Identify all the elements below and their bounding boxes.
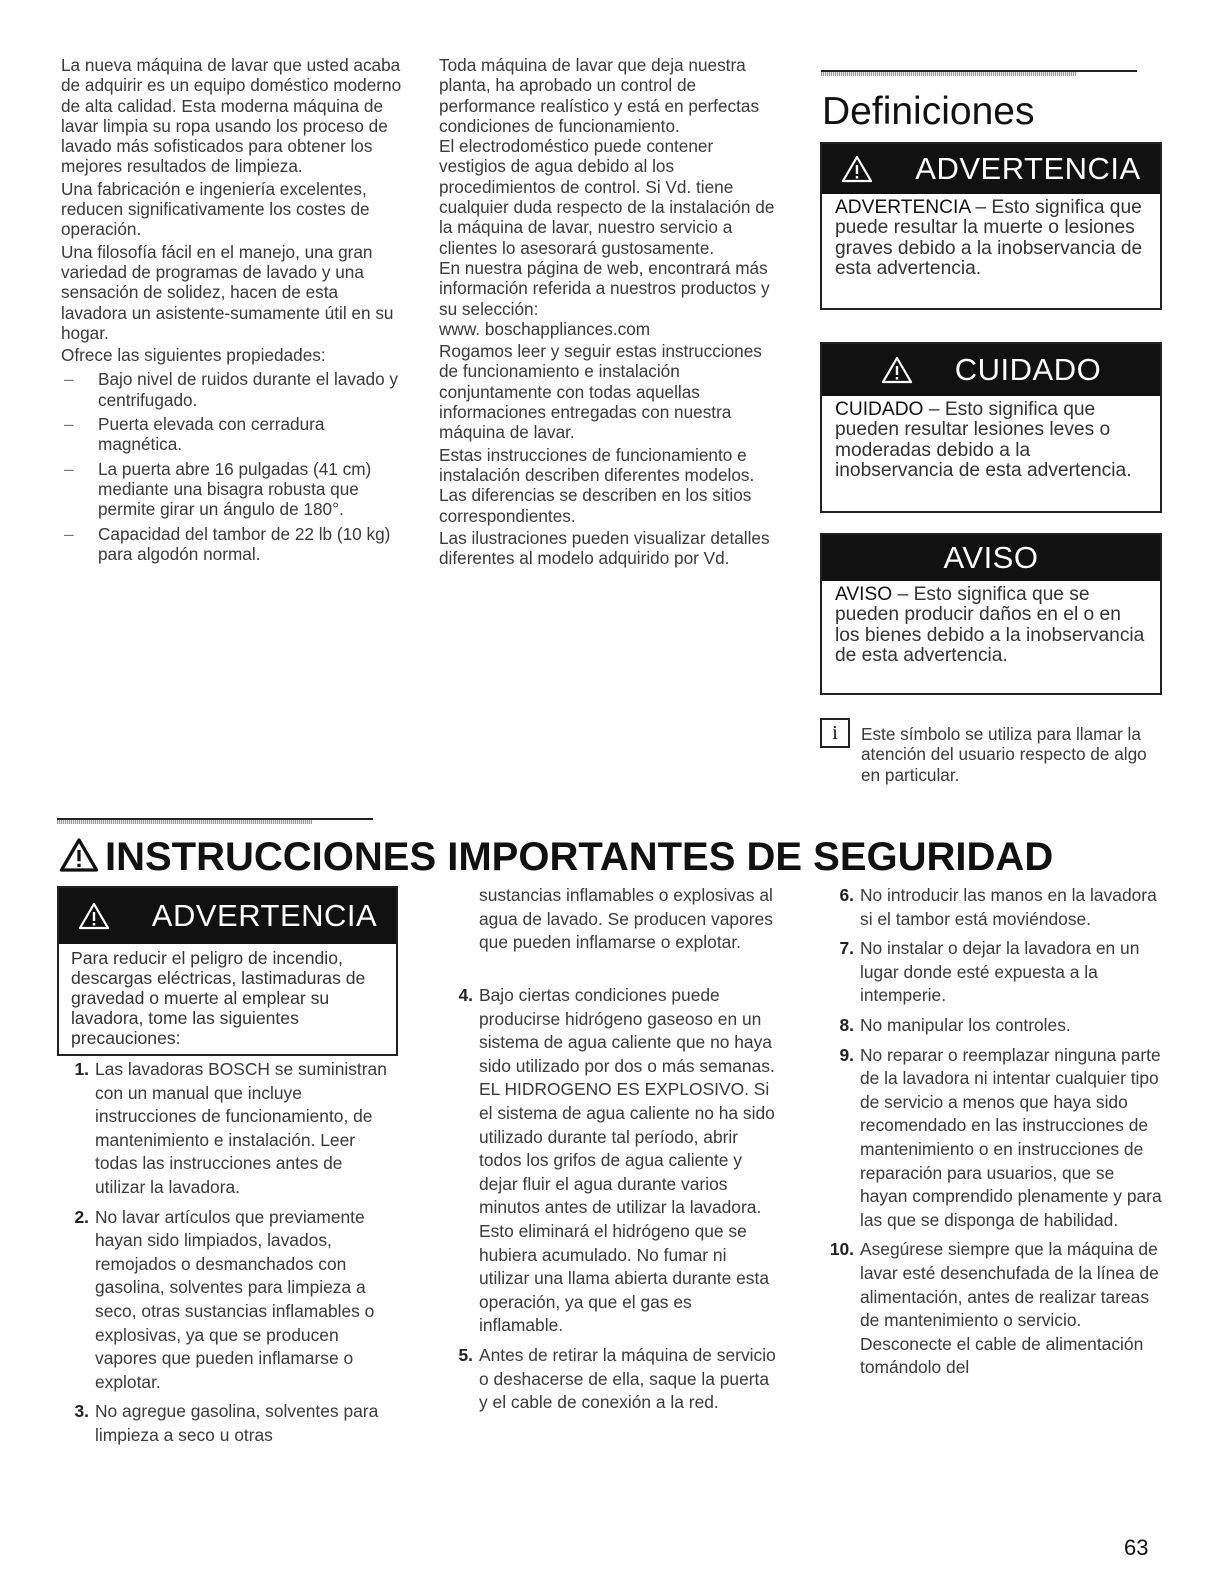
item-number: 4. [458,985,473,1005]
intro-paragraph: Rogamos leer y seguir estas instrucciones de funcionamiento e instalación conjuntamente con todas aquellas informaciones entregadas con nuestra máquina de lavar. [439,341,762,443]
notice-description: – Esto significa que se pueden producir daños en el o en los bienes debido a la inobservancia de esta advertencia. [835,584,1145,667]
item-text: Las lavadoras BOSCH se suministran con un manual que incluye instrucciones de funcionamiento, de mantenimiento e instalación. Leer todas las instrucciones antes de utilizar la lavadora. [95,1059,387,1197]
item-number: 1. [74,1059,89,1079]
warning-triangle-icon [78,902,110,930]
list-item [57,1058,397,1200]
list-item: – Puerta elevada con cerradura magnética. [61,414,406,455]
section-rule [57,818,373,820]
intro-paragraph: Toda máquina de lavar que deja nuestra planta, ha aprobado un control de performance realístico y está en perfectas condiciones de funcionamiento. [439,55,760,136]
safety-continuation-text: sustancias inflamables o explosivas al agua de lavado. Se producen vapores que pueden inflamarse o explotar. [479,885,773,953]
item-text: Bajo ciertas condiciones puede producirse hidrógeno gaseoso en un sistema de agua caliente que no haya sido utilizado por dos o más semanas. EL HIDROGENO ES EXPLOSIVO. Si el sistema de agua caliente no ha sido utilizado durante tal período, abrir todos los grifos de agua caliente y dejar fluir el agua durante varios minutos antes de utilizar la lavadora. Esto eliminará el hidrógeno que se hubiera acumulado. No fumar ni utilizar una llama abierta durante esta operación, ya que el gas es inflamable. [479,985,775,1336]
list-item [441,984,779,1338]
caution-definition-text [822,396,1160,486]
page-number: 63 [1124,1535,1149,1560]
safety-warning-banner-label: ADVERTENCIA [151,898,378,933]
list-item [57,1400,397,1447]
safety-warning-banner [59,888,396,944]
intro-paragraph: Ofrece las siguientes propiedades: [61,345,326,366]
list-item: – Bajo nivel de ruidos durante el lavado y centrifugado. [61,369,406,410]
warning-triangle-icon [59,837,99,873]
caution-description: – Esto significa que pueden resultar lesiones leves o moderadas debido a la inobservancia de esta advertencia. [835,399,1132,482]
caution-banner-label: CUIDADO [954,352,1102,387]
intro-column-1 [61,55,406,564]
item-number: 6. [839,885,854,905]
intro-paragraph: Las ilustraciones pueden visualizar detalles diferentes al modelo adquirido por Vd. [439,527,770,569]
list-item [822,884,1162,931]
notice-definition-text [822,581,1160,671]
warning-triangle-icon [841,155,873,183]
item-text: No introducir las manos en la lavadora si el tambor está moviéndose. [860,885,1157,929]
warning-banner [822,144,1160,194]
item-text: Asegúrese siempre que la máquina de lavar esté desenchufada de la línea de alimentación, antes de realizar tareas de mantenimiento o servicio. Desconecte el cable de alimentación tomándolo del [860,1239,1159,1378]
intro-paragraph: En nuestra página de web, encontrará más información referida a nuestros productos y su selección: [439,257,770,319]
warning-definition-box [820,142,1162,310]
item-text: No lavar artículos que previamente hayan sido limpiados, lavados, remojados o desmanchados con gasolina, solventes para limpieza a seco, otras sustancias inflamables o explosivas, ya que se producen vapores que pueden inflamarse o explotar. [95,1206,375,1392]
list-item [441,1344,779,1415]
warning-triangle-icon [881,356,913,384]
safety-heading [59,835,1053,880]
warning-banner-label: ADVERTENCIA [915,151,1141,186]
list-item [57,1206,397,1395]
intro-paragraph: El electrodoméstico puede contener vestigios de agua debido al los procedimientos de control. Si Vd. tiene cualquier duda respecto de la instalación de la máquina de lavar, nuestro servicio a clientes lo asesorará gustosamente. [439,136,775,258]
notice-definition-box [820,533,1162,695]
safety-warning-text: Para reducir el peligro de incendio, descargas eléctricas, lastimaduras de gravedad o muerte al emplear su lavadora, tome las siguientes precauciones: [71,948,366,1048]
warning-definition-text [822,194,1160,284]
item-text: Antes de retirar la máquina de servicio o deshacerse de ella, saque la puerta y el cable de conexión a la red. [479,1344,776,1413]
intro-paragraph: Estas instrucciones de funcionamiento e instalación describen diferentes modelos. Las diferencias se describen en los sitios correspondientes. [439,444,755,526]
list-item [822,937,1162,1008]
caution-banner [822,344,1160,396]
section-rule [821,70,1137,72]
list-item [822,1044,1162,1233]
safety-warning-box [57,886,398,1056]
list-item [822,1014,1162,1038]
info-icon: i [820,718,850,748]
list-item: – La puerta abre 16 pulgadas (41 cm) mediante una bisagra robusta que permite girar un ángulo de 180°. [61,459,406,520]
item-number: 9. [839,1044,854,1065]
safety-list-col-3 [822,884,1162,1386]
definitions-heading: Definiciones [822,90,1035,133]
intro-paragraph: Una filosofía fácil en el manejo, una gran variedad de programas de lavado y una sensación de solidez, hacen de esta lavadora un asistente-sumamente útil en su hogar. [61,241,394,343]
item-text: No instalar o dejar la lavadora en un lugar donde esté expuesta a la intemperie. [860,938,1140,1006]
caution-term: CUIDADO [835,399,924,420]
notice-banner-label: AVISO [943,540,1039,575]
item-number: 8. [839,1014,854,1035]
intro-paragraph: La nueva máquina de lavar que usted acaba de adquirir es un equipo doméstico moderno de alta calidad. Esta moderna máquina de lavar limpia su ropa usando los proceso de lavado más sofisticados para obtener los mejores resultados de limpieza. [61,55,402,177]
item-number: 10. [829,1239,854,1260]
warning-term: ADVERTENCIA [835,197,971,218]
item-text: No agregue gasolina, solventes para limpieza a seco u otras [95,1401,379,1445]
safety-list-col-1 [57,1058,397,1454]
website-url: www. boschappliances.com [439,318,651,339]
properties-list [61,369,406,564]
list-item: – Capacidad del tambor de 22 lb (10 kg) para algodón normal. [61,524,406,565]
safety-heading-text: INSTRUCCIONES IMPORTANTES DE SEGURIDAD [105,835,1054,879]
warning-description: – Esto significa que puede resultar la muerte o lesiones graves debido a la inobservancia de esta advertencia. [835,197,1143,280]
item-number: 2. [74,1206,89,1227]
item-number: 7. [839,938,854,959]
intro-column-2 [439,55,784,568]
item-text: No reparar o reemplazar ninguna parte de la lavadora ni intentar cualquier tipo de servicio a menos que haya sido recomendado en las instrucciones de mantenimiento o en instrucciones de reparación para usuarios, que se hayan comprendido plenamente y para las que se disponga de habilidad. [860,1044,1162,1230]
info-text: Este símbolo se utiliza para llamar la atención del usuario respecto de algo en particular. [861,724,1147,785]
item-number: 3. [74,1401,89,1422]
list-item [822,1238,1162,1380]
item-number: 5. [458,1344,473,1365]
caution-definition-box [820,342,1162,513]
safety-list-col-2 [441,984,779,1421]
notice-banner [822,535,1160,581]
notice-term: AVISO [835,584,893,605]
intro-paragraph: Una fabricación e ingeniería excelentes, reducen significativamente los costes de operación. [61,178,370,240]
item-text: No manipular los controles. [860,1014,1071,1035]
